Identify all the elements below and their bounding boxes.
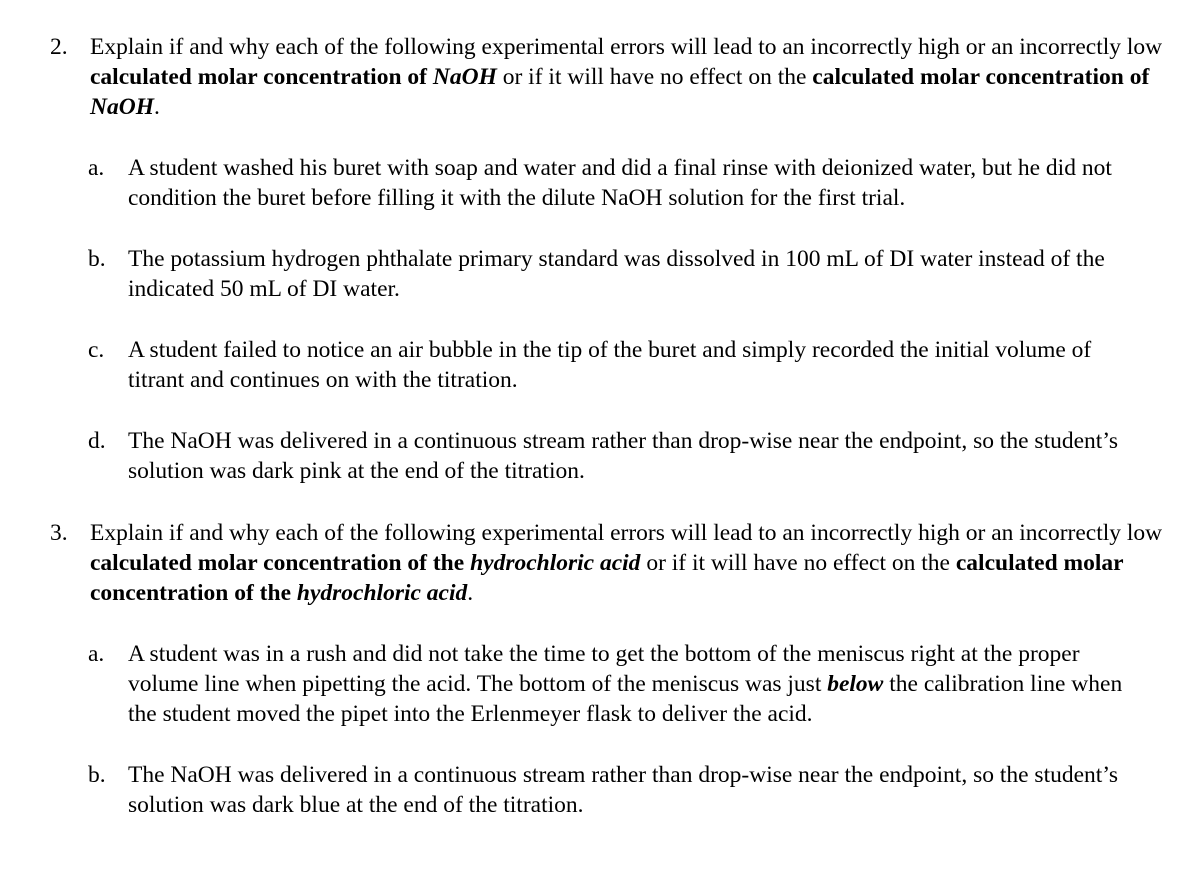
item-letter: d.	[88, 428, 106, 454]
question-2-item-b	[88, 244, 1178, 304]
question-3-item-b	[88, 760, 1178, 820]
question-3-prompt: Explain if and why each of the following experimental errors will lead to an incorrectly high or an incorrectly low calculated molar concentration of the hydrochloric acid or if it will have no effect on the calculated molar concentration of the hydrochloric acid.	[90, 520, 1163, 606]
item-letter: a.	[88, 155, 105, 181]
bold-phrase: calculated molar concentration of the	[90, 550, 1124, 606]
item-text: A student failed to notice an air bubble in the tip of the buret and simply recorded the initial volume of titrant and continues on with the titration.	[128, 337, 1092, 393]
bold-italic-phrase: NaOH	[90, 94, 154, 120]
bold-phrase: calculated molar concentration of	[90, 64, 433, 90]
item-letter: a.	[88, 641, 105, 667]
item-text: The NaOH was delivered in a continuous stream rather than drop-wise near the endpoint, so the student’s solution was dark pink at the end of the titration.	[128, 428, 1118, 484]
bold-italic-phrase: hydrochloric acid	[296, 580, 468, 606]
item-text: The potassium hydrogen phthalate primary standard was dissolved in 100 mL of DI water instead of the indicated 50 mL of DI water.	[128, 246, 1105, 302]
emphasis-word: below	[827, 671, 884, 697]
question-2-item-c	[88, 335, 1178, 395]
question-2-prompt: Explain if and why each of the following experimental errors will lead to an incorrectly high or an incorrectly low calculated molar concentration of NaOH or if it will have no effect on the calculated molar concentration of NaOH.	[90, 34, 1163, 120]
question-3-number: 3.	[50, 520, 68, 546]
bold-italic-phrase: NaOH	[432, 64, 497, 90]
question-2-item-a	[88, 153, 1178, 213]
item-letter: b.	[88, 762, 106, 788]
question-2-item-d	[88, 426, 1178, 486]
question-2-number: 2.	[50, 34, 68, 60]
item-text: A student was in a rush and did not take the time to get the bottom of the meniscus right at the proper volume line when pipetting the acid. The bottom of the meniscus was just below the calibration line when the student moved the pipet into the Erlenmeyer flask to deliver the acid.	[128, 641, 1123, 727]
question-2	[50, 32, 1170, 122]
question-3	[50, 518, 1170, 608]
bold-phrase: calculated molar concentration of	[812, 64, 1150, 90]
bold-phrase: calculated molar concentration of the	[90, 550, 471, 576]
item-text: The NaOH was delivered in a continuous stream rather than drop-wise near the endpoint, so the student’s solution was dark blue at the end of the titration.	[128, 762, 1118, 818]
item-letter: c.	[88, 337, 105, 363]
item-text: A student washed his buret with soap and water and did a final rinse with deionized water, but he did not condition the buret before filling it with the dilute NaOH solution for the first trial.	[128, 155, 1112, 211]
question-3-item-a	[88, 639, 1178, 729]
item-letter: b.	[88, 246, 106, 272]
bold-italic-phrase: hydrochloric acid	[470, 550, 641, 576]
